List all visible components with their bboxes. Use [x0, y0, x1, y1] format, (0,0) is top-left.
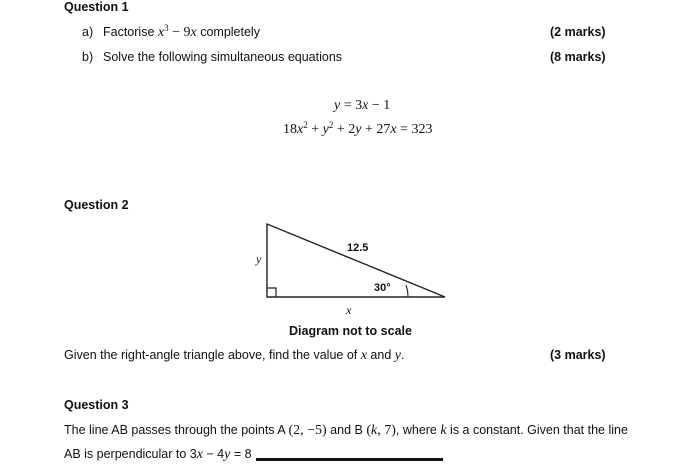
angle-label: 30° [374, 282, 391, 294]
hypotenuse-label: 12.5 [347, 242, 369, 254]
question-1-title: Question 1 [64, 0, 129, 14]
question-2-title: Question 2 [64, 198, 129, 212]
crop-black-bar [256, 458, 443, 461]
diagram-caption: Diagram not to scale [289, 324, 412, 338]
q1a-text: Factorise $x^3 - 9x$ completely [103, 23, 260, 40]
side-x-label: x [346, 303, 352, 317]
q3-line-2: AB is perpendicular to 3x − 4y = 8 [64, 447, 252, 462]
equation-1: y = 3x − 1 [334, 98, 391, 113]
right-triangle-diagram [250, 220, 450, 302]
q1a-label: a) [82, 25, 94, 39]
right-angle-marker [267, 288, 276, 297]
q3-line-1: The line AB passes through the points A (2, −5) and B (k, 7), where k is a constant. Given that the line [64, 423, 628, 438]
question-3-title: Question 3 [64, 398, 129, 412]
q1a-expression: $x^3 - 9x$ [157, 23, 197, 40]
equation-2: $18x^2 + y^2 + 2y + 27x = 323$ [283, 120, 433, 137]
q1b-text: Solve the following simultaneous equations [103, 50, 343, 64]
side-y-label: y [256, 252, 262, 266]
q1a-instruction: Factorise [103, 25, 155, 39]
q2-marks: (3 marks) [550, 348, 606, 362]
q1b-marks: (8 marks) [550, 50, 606, 64]
angle-arc [406, 285, 408, 297]
triangle-outline [267, 224, 445, 297]
q1b-label: b) [82, 50, 94, 64]
q2-text: Given the right-angle triangle above, find the value of x and y. [64, 348, 405, 363]
q1a-marks: (2 marks) [550, 25, 606, 39]
